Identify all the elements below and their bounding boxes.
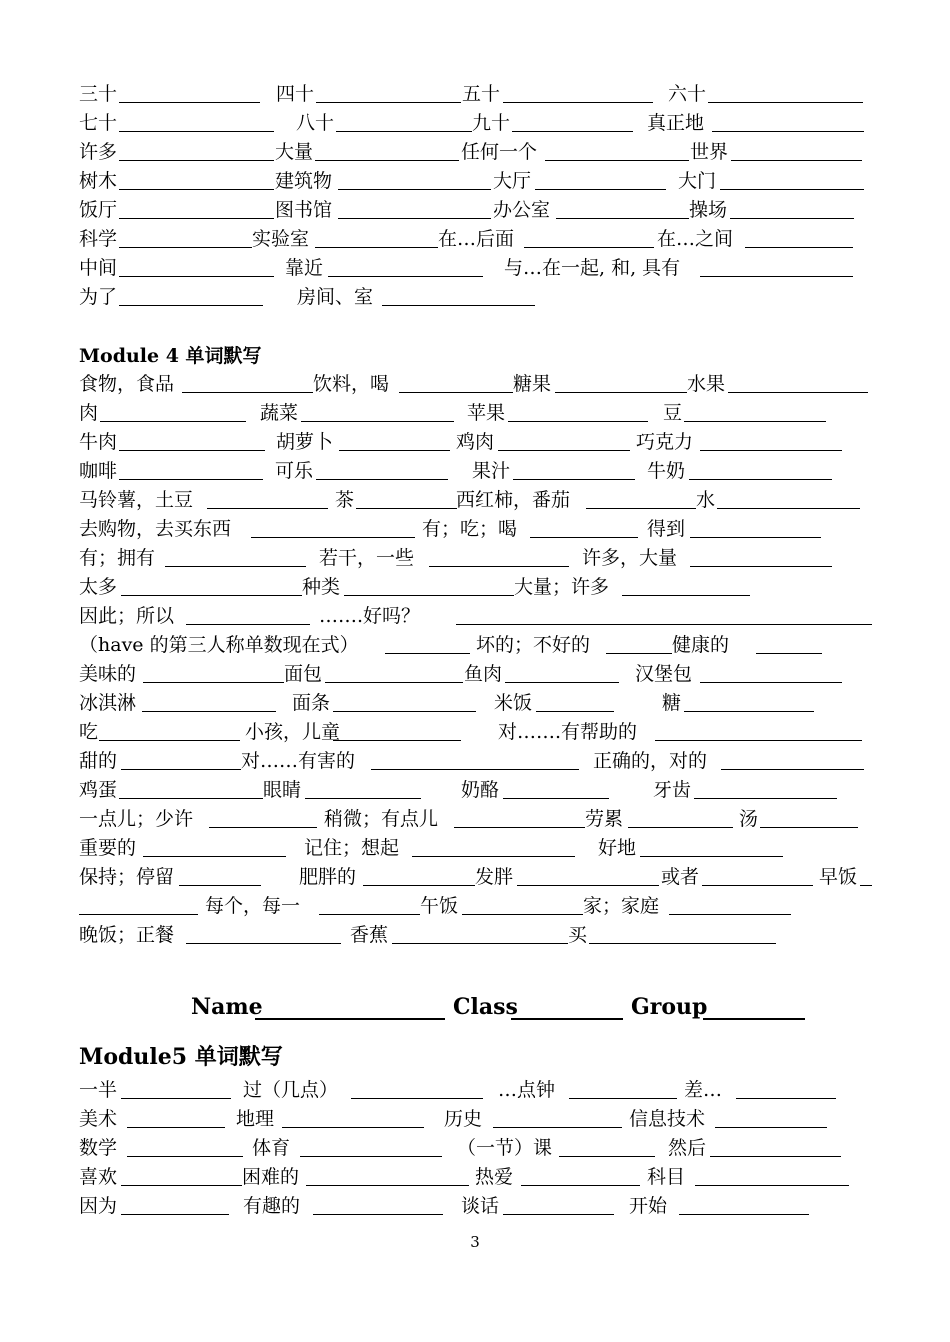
answer-blank[interactable] [119,102,260,103]
vocab-word: 在…后面 [438,228,515,250]
vocab-word: 一半 [79,1079,118,1101]
vocab-word: 晚饭；正餐 [79,924,175,946]
answer-blank[interactable] [165,566,306,567]
name-label: Name [191,994,263,1020]
answer-blank[interactable] [325,682,463,683]
vocab-row [79,167,879,196]
vocab-word: 五十 [462,83,501,105]
vocab-word: 眼睛 [263,779,302,801]
vocab-row [79,515,879,544]
vocab-word: 肥胖的 [299,866,357,888]
answer-blank[interactable] [121,769,241,770]
answer-blank[interactable] [142,711,276,712]
vocab-row [79,631,879,660]
vocab-row [79,254,879,283]
vocab-word: 大门 [678,170,717,192]
vocab-word: …….好吗？ [319,605,421,627]
vocab-word: 鸡肉 [456,431,495,453]
answer-blank[interactable] [700,682,842,683]
vocab-word: 牛奶 [647,460,686,482]
answer-blank[interactable] [503,1214,614,1215]
answer-blank[interactable] [328,276,483,277]
answer-blank[interactable] [695,1185,849,1186]
answer-blank[interactable] [305,798,421,799]
vocab-word: 科目 [647,1166,686,1188]
vocab-word: 家；家庭 [583,895,660,917]
answer-blank[interactable] [121,1098,231,1099]
vocab-word: 若干，一些 [319,547,415,569]
answer-blank[interactable] [860,885,872,886]
answer-blank[interactable] [412,856,575,857]
vocab-word: 小孩，儿童 [245,721,341,743]
vocab-word: 水 [696,489,716,511]
vocab-word: 有趣的 [243,1195,301,1217]
answer-blank[interactable] [382,305,535,306]
vocab-word: 体育 [252,1137,291,1159]
vocab-word: 开始 [629,1195,668,1217]
vocab-word: 靠近 [285,257,324,279]
vocab-word: 胡萝卜 [276,431,334,453]
answer-blank[interactable] [505,682,619,683]
vocab-word: 大量；许多 [514,576,610,598]
answer-blank[interactable] [721,769,864,770]
answer-blank[interactable] [119,131,274,132]
module-4-heading: Module 4 单词默写 [79,345,262,367]
answer-blank[interactable] [462,914,583,915]
answer-blank[interactable] [559,1156,655,1157]
vocab-row [79,225,879,254]
answer-blank[interactable] [640,856,783,857]
answer-blank[interactable] [339,450,450,451]
vocab-word: 太多 [79,576,118,598]
answer-blank[interactable] [589,943,776,944]
answer-blank[interactable] [545,160,689,161]
answer-blank[interactable] [356,508,457,509]
answer-blank[interactable] [684,421,826,422]
vocab-word: 巧克力 [636,431,694,453]
answer-blank[interactable] [606,653,672,654]
answer-blank[interactable] [121,1185,242,1186]
vocab-word: 茶 [335,489,355,511]
answer-blank[interactable] [535,189,666,190]
answer-blank[interactable] [720,189,864,190]
answer-blank[interactable] [333,740,461,741]
vocab-row [79,805,879,834]
vocab-word: 图书馆 [275,199,333,221]
vocab-word: 水果 [687,373,726,395]
answer-blank[interactable] [517,885,659,886]
vocab-word: 每个，每一 [205,895,301,917]
vocab-row [79,1076,879,1105]
answer-blank[interactable] [503,102,653,103]
vocab-word: 种类 [302,576,341,598]
answer-blank[interactable] [186,624,310,625]
vocab-word: 真正地 [647,112,705,134]
answer-blank[interactable] [316,102,461,103]
answer-blank[interactable] [555,392,687,393]
vocab-word: 地理 [236,1108,275,1130]
vocab-word: 四十 [276,83,315,105]
answer-blank[interactable] [182,392,313,393]
vocab-word: 美味的 [79,663,137,685]
class-blank[interactable] [511,1018,623,1020]
answer-blank[interactable] [669,914,791,915]
vocab-word: 糖果 [513,373,552,395]
answer-blank[interactable] [622,595,750,596]
answer-blank[interactable] [512,131,633,132]
answer-blank[interactable] [385,653,470,654]
answer-blank[interactable] [498,450,630,451]
vocab-word: 米饭 [494,692,533,714]
answer-blank[interactable] [756,653,822,654]
answer-blank[interactable] [186,943,341,944]
vocab-word: 稍微；有点儿 [324,808,439,830]
vocab-word: 信息技术 [629,1108,706,1130]
vocab-word: 去购物，去买东西 [79,518,232,540]
vocab-row [79,428,879,457]
answer-blank[interactable] [319,914,420,915]
answer-blank[interactable] [351,1098,483,1099]
vocab-word: 困难的 [242,1166,300,1188]
answer-blank[interactable] [745,247,853,248]
answer-blank[interactable] [127,1156,243,1157]
vocab-word: 对……有害的 [241,750,356,772]
vocab-word: 办公室 [493,199,551,221]
answer-blank[interactable] [121,595,302,596]
answer-blank[interactable] [521,1185,640,1186]
answer-blank[interactable] [679,1214,809,1215]
vocab-word: 中间 [79,257,118,279]
vocab-word: 过（几点） [243,1079,339,1101]
group-blank[interactable] [703,1018,805,1020]
answer-blank[interactable] [454,827,585,828]
vocab-word: 鸡蛋 [79,779,118,801]
vocab-word: 蔬菜 [260,402,299,424]
vocab-word: 冰淇淋 [79,692,137,714]
answer-blank[interactable] [143,856,286,857]
vocab-word: 数学 [79,1137,118,1159]
vocab-word: 吃 [79,721,99,743]
name-blank[interactable] [255,1018,445,1020]
answer-blank[interactable] [710,1156,841,1157]
answer-blank[interactable] [333,711,476,712]
answer-blank[interactable] [119,450,265,451]
vocab-word: （一节）课 [457,1137,553,1159]
vocab-row [79,863,879,892]
vocab-row [79,370,879,399]
vocab-word: 世界 [690,141,729,163]
answer-blank[interactable] [119,276,274,277]
vocab-word: 正确的，对的 [593,750,708,772]
answer-blank[interactable] [530,537,638,538]
vocab-word: 实验室 [252,228,310,250]
answer-blank[interactable] [700,450,842,451]
vocab-word: 午饭 [420,895,459,917]
vocab-word: 健康的 [672,634,730,656]
vocab-word: 六十 [668,83,707,105]
answer-blank[interactable] [306,1185,469,1186]
answer-blank[interactable] [119,160,274,161]
vocab-row [79,892,879,921]
vocab-word: 汉堡包 [635,663,693,685]
vocab-word: 许多 [79,141,118,163]
vocab-row [79,283,879,312]
answer-blank[interactable] [399,392,513,393]
answer-blank[interactable] [119,479,263,480]
answer-blank[interactable] [143,682,284,683]
vocab-word: 大量 [275,141,314,163]
answer-blank[interactable] [503,798,609,799]
answer-blank[interactable] [179,885,261,886]
vocab-row [79,573,879,602]
vocab-word: 苹果 [467,402,506,424]
vocab-row [79,80,879,109]
answer-blank[interactable] [127,1127,225,1128]
vocab-row [79,138,879,167]
vocab-word: 坏的；不好的 [476,634,591,656]
module-5-heading: Module5 单词默写 [79,1044,283,1070]
answer-blank[interactable] [700,276,853,277]
answer-blank[interactable] [392,943,568,944]
vocab-word: 记住；想起 [304,837,400,859]
vocab-word: 甜的 [79,750,118,772]
vocab-word: 有；拥有 [79,547,156,569]
answer-blank[interactable] [493,1127,622,1128]
vocab-word: 八十 [296,112,335,134]
vocab-word: 鱼肉 [464,663,503,685]
answer-blank[interactable] [586,508,696,509]
answer-blank[interactable] [344,595,514,596]
answer-blank[interactable] [100,421,246,422]
vocab-row [79,196,879,225]
group-label: Group [631,994,708,1020]
answer-blank[interactable] [760,827,858,828]
vocab-word: 果汁 [472,460,511,482]
answer-blank[interactable] [282,1127,424,1128]
vocab-word: 美术 [79,1108,118,1130]
answer-blank[interactable] [207,508,328,509]
answer-blank[interactable] [712,131,864,132]
vocab-word: 咖啡 [79,460,118,482]
vocab-word: 大厅 [493,170,532,192]
vocab-word: 饮料，喝 [313,373,390,395]
vocab-row [79,486,879,515]
answer-blank[interactable] [119,218,274,219]
answer-blank[interactable] [690,537,821,538]
answer-blank[interactable] [628,827,733,828]
vocab-word: 热爱 [475,1166,514,1188]
vocab-word: 任何一个 [461,141,538,163]
vocab-word: 树木 [79,170,118,192]
vocab-row [79,399,879,428]
vocab-word: 差… [684,1079,723,1101]
vocab-word: 好地 [598,837,637,859]
answer-blank[interactable] [690,566,832,567]
vocab-word: 三十 [79,83,118,105]
vocab-row [79,1134,879,1163]
vocab-word: 有；吃；喝 [422,518,518,540]
answer-blank[interactable] [694,798,837,799]
answer-blank[interactable] [717,508,860,509]
vocab-row [79,544,879,573]
answer-blank[interactable] [708,102,863,103]
vocab-word: 早饭 [819,866,858,888]
vocab-word: 肉 [79,402,99,424]
vocab-row [79,602,879,631]
answer-blank[interactable] [316,479,448,480]
vocab-word: 香蕉 [350,924,389,946]
answer-blank[interactable] [569,1098,677,1099]
vocab-word: 对…….有帮助的 [498,721,638,743]
answer-blank[interactable] [121,1214,229,1215]
vocab-word: 马铃薯，土豆 [79,489,194,511]
vocab-word: 或者 [661,866,700,888]
answer-blank[interactable] [730,218,854,219]
vocab-word: 劳累 [585,808,624,830]
vocab-word: 发胖 [475,866,514,888]
vocab-word: 西红柿，番茄 [456,489,571,511]
answer-blank[interactable] [119,189,274,190]
vocab-word: 奶酪 [461,779,500,801]
vocab-word: 牙齿 [653,779,692,801]
answer-blank[interactable] [363,885,475,886]
answer-blank[interactable] [119,798,263,799]
vocab-row [79,1192,879,1221]
answer-blank[interactable] [702,885,813,886]
vocab-word: 七十 [79,112,118,134]
answer-blank[interactable] [300,1156,442,1157]
answer-blank[interactable] [301,421,454,422]
answer-blank[interactable] [513,479,635,480]
answer-blank[interactable] [689,479,832,480]
answer-blank[interactable] [315,247,438,248]
answer-blank[interactable] [313,1214,443,1215]
vocab-word: 建筑物 [275,170,333,192]
student-info-row [0,994,950,1026]
answer-blank[interactable] [715,1127,827,1128]
vocab-row [79,921,879,950]
vocab-word: 汤 [739,808,759,830]
vocab-word: 饭厅 [79,199,118,221]
vocab-word: 糖 [662,692,682,714]
vocab-word: 食物，食品 [79,373,175,395]
vocab-word: 豆 [663,402,683,424]
vocab-row [79,747,879,776]
vocab-row [79,718,879,747]
answer-blank[interactable] [536,711,614,712]
answer-blank[interactable] [655,740,862,741]
answer-blank[interactable] [338,218,491,219]
vocab-word: 历史 [444,1108,483,1130]
vocab-word: 因此；所以 [79,605,175,627]
vocab-word: 面条 [292,692,331,714]
vocab-word: 买 [568,924,588,946]
vocab-word: 保持；停留 [79,866,175,888]
answer-blank[interactable] [684,711,814,712]
vocab-word: 面包 [284,663,323,685]
answer-blank[interactable] [99,740,240,741]
answer-blank[interactable] [251,537,415,538]
vocab-word: 重要的 [79,837,137,859]
answer-blank[interactable] [728,392,868,393]
answer-blank[interactable] [336,131,472,132]
answer-blank[interactable] [315,160,459,161]
vocab-word: 九十 [472,112,511,134]
answer-blank[interactable] [119,305,263,306]
vocab-word: （have 的第三人称单数现在式） [79,634,359,656]
vocab-row [79,1105,879,1134]
answer-blank[interactable] [508,421,648,422]
vocab-word: 科学 [79,228,118,250]
vocab-row [79,457,879,486]
vocab-word: 操场 [689,199,728,221]
answer-blank[interactable] [209,827,317,828]
vocab-word: 然后 [668,1137,707,1159]
answer-blank[interactable] [731,160,862,161]
vocab-row [79,834,879,863]
vocab-word: 可乐 [275,460,314,482]
answer-blank[interactable] [338,189,491,190]
answer-blank[interactable] [119,247,252,248]
answer-blank[interactable] [79,914,198,915]
answer-blank[interactable] [736,1098,836,1099]
vocab-word: …点钟 [498,1079,556,1101]
vocab-row [79,1163,879,1192]
vocab-word: 因为 [79,1195,118,1217]
answer-blank[interactable] [524,247,654,248]
vocab-row [79,776,879,805]
answer-blank[interactable] [429,566,569,567]
class-label: Class [453,994,518,1020]
vocab-word: 得到 [647,518,686,540]
answer-blank[interactable] [371,769,579,770]
vocab-row [79,109,879,138]
answer-blank[interactable] [456,624,872,625]
vocab-row [79,660,879,689]
vocab-word: 在…之间 [657,228,734,250]
vocab-word: 与…在一起, 和, 具有 [504,257,681,279]
vocab-word: 牛肉 [79,431,118,453]
vocab-word: 一点儿；少许 [79,808,194,830]
vocab-word: 为了 [79,286,118,308]
page-number: 3 [470,1233,480,1251]
answer-blank[interactable] [556,218,689,219]
vocab-word: 许多，大量 [582,547,678,569]
vocab-word: 房间、室 [297,286,374,308]
vocab-row [79,689,879,718]
vocab-word: 谈话 [461,1195,500,1217]
vocab-word: 喜欢 [79,1166,118,1188]
